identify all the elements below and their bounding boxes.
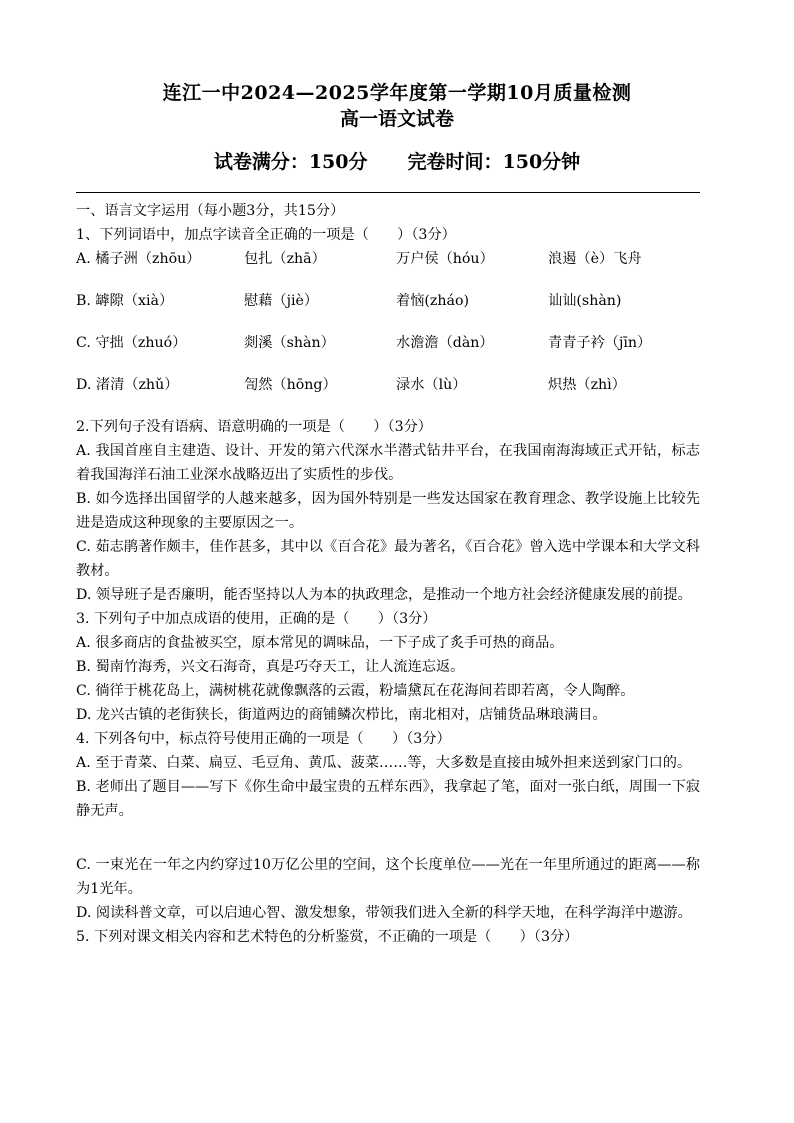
question-2-option-c: C. 茹志鹃著作颇丰，佳作甚多，其中以《百合花》最为著名，《百合花》曾入选中学课本和大学文科教材。 xyxy=(76,539,700,579)
question-2-option-d: D. 领导班子是否廉明，能否坚持以人为本的执政理念，是推动一个地方社会经济健康发展的前提。 xyxy=(76,587,692,603)
question-2-stem: 2.下列句子没有语病、语意明确的一项是（ ）（3分） xyxy=(76,419,432,435)
option-cell: A. 橘子洲（zhōu） xyxy=(76,251,201,267)
option-cell: 着恼(zháo) xyxy=(396,293,470,309)
exam-info xyxy=(0,147,794,174)
section-heading: 一、语言文字运用（每小题3分，共15分） xyxy=(76,203,345,219)
question-4-option-c: C. 一束光在一年之内约穿过10万亿公里的空间，这个长度单位——光在一年里所通过的距离——称为1光年。 xyxy=(76,857,700,897)
question-2-option-b: B. 如今选择出国留学的人越来越多，因为国外特别是一些发达国家在教育理念、教学设施上比较先进是造成这种现象的主要原因之一。 xyxy=(76,491,700,531)
option-cell: 渌水（lù） xyxy=(396,377,467,393)
question-2-option-a: A. 我国首座自主建造、设计、开发的第六代深水半潜式钻井平台，在我国南海海域正式开钻，标志着我国海洋石油工业深水战略迈出了实质性的步伐。 xyxy=(76,443,700,483)
option-cell: 包扎（zhā） xyxy=(244,251,326,267)
option-cell: C. 守拙（zhuó） xyxy=(76,335,187,351)
exam-title: 连江一中2024—2025学年度第一学期10月质量检测 xyxy=(162,82,632,104)
question-3-option-d: D. 龙兴古镇的老街狭长，街道两边的商铺鳞次栉比，南北相对，店铺货品琳琅满目。 xyxy=(76,707,607,723)
option-cell: 炽热（zhì） xyxy=(548,377,626,393)
option-cell: D. 渚清（zhǔ） xyxy=(76,377,179,393)
full-score-label: 试卷满分：150分 xyxy=(213,151,368,173)
option-cell: 慰藉（jiè） xyxy=(244,293,319,309)
question-1-stem: 1、下列词语中，加点字读音全正确的一项是（ ）（3分） xyxy=(76,227,456,243)
question-1-option-c xyxy=(76,331,700,355)
exam-body xyxy=(76,199,700,949)
time-limit-label: 完卷时间：150分钟 xyxy=(407,151,581,173)
option-cell: B. 罅隙（xià） xyxy=(76,293,174,309)
option-cell: 訇然（hōng） xyxy=(244,377,337,393)
question-4-stem: 4. 下列各句中，标点符号使用正确的一项是（ ）（3分） xyxy=(76,731,451,747)
question-4-option-d: D. 阅读科普文章，可以启迪心智、激发想象，带领我们进入全新的科学天地，在科学海洋中遨游。 xyxy=(76,905,692,921)
option-cell: 浪遏（è）飞舟 xyxy=(548,251,642,267)
exam-subtitle: 高一语文试卷 xyxy=(339,108,454,130)
question-3-option-b: B. 蜀南竹海秀，兴文石海奇，真是巧夺天工，让人流连忘返。 xyxy=(76,659,465,675)
option-cell: 青青子衿（jīn） xyxy=(548,335,652,351)
header-divider xyxy=(76,192,700,193)
question-3-stem: 3. 下列句子中加点成语的使用，正确的是（ ）（3分） xyxy=(76,611,437,627)
question-4-option-b: B. 老师出了题目——写下《你生命中最宝贵的五样东西》，我拿起了笔，面对一张白纸，周围一下寂静无声。 xyxy=(76,779,700,819)
option-cell: 剡溪（shàn） xyxy=(244,335,335,351)
question-4-option-a: A. 至于青菜、白菜、扁豆、毛豆角、黄瓜、菠菜……等，大多数是直接由城外担来送到家门口的。 xyxy=(76,755,692,771)
question-1-option-b xyxy=(76,289,700,313)
question-1-option-d xyxy=(76,373,700,397)
question-3-option-a: A. 很多商店的食盐被买空，原本常见的调味品，一下子成了炙手可热的商品。 xyxy=(76,635,564,651)
question-1-option-a xyxy=(76,247,700,271)
question-3-option-c: C. 徜徉于桃花岛上，满树桃花就像飘落的云霞，粉墙黛瓦在花海间若即若离，令人陶醉。 xyxy=(76,683,635,699)
option-cell: 万户侯（hóu） xyxy=(396,251,494,267)
question-5-stem: 5. 下列对课文相关内容和艺术特色的分析鉴赏，不正确的一项是（ ）（3分） xyxy=(76,929,579,945)
option-cell: 水澹澹（dàn） xyxy=(396,335,494,351)
option-cell: 讪讪(shàn) xyxy=(548,293,622,309)
